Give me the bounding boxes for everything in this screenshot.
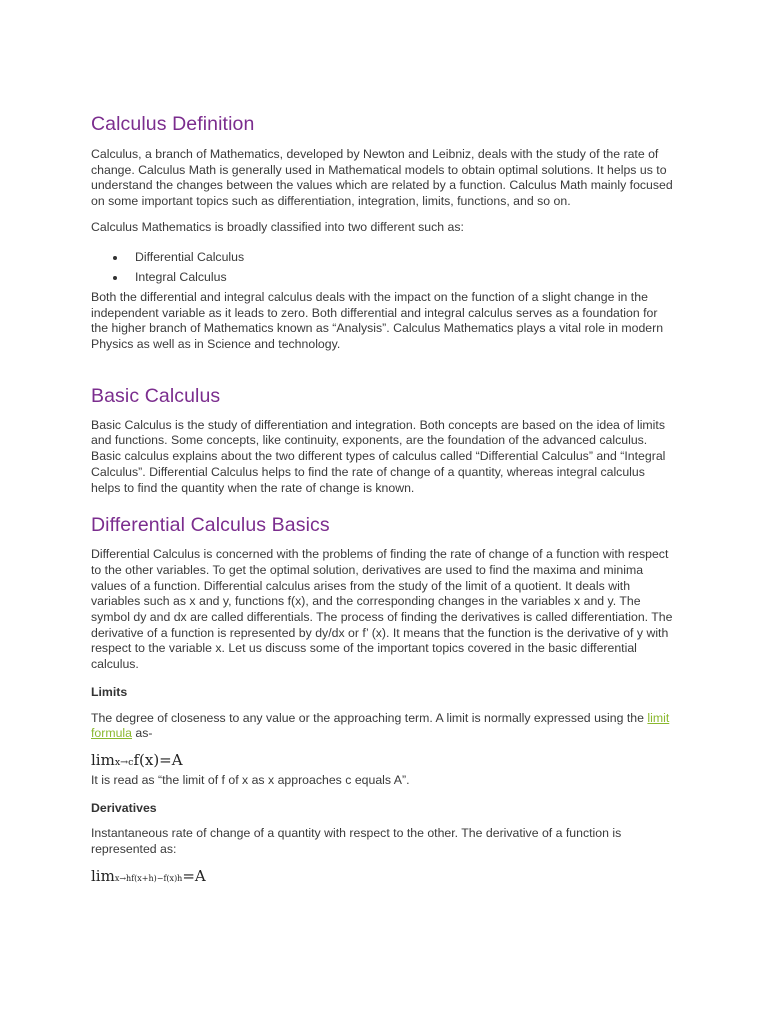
list-item: Integral Calculus [91,270,677,286]
limit-formula: limx→cf(x)=A [91,750,183,769]
paragraph-limits: The degree of closeness to any value or the approaching term. A limit is normally expressed using the limit formula as- [91,710,670,741]
subheading-limits: Limits [91,684,128,699]
limit-formula-link[interactable]: limit formula [91,710,670,741]
article-content [91,112,677,889]
paragraph-derivatives: Instantaneous rate of change of a quantity with respect to the other. The derivative of a function is represented as: [91,826,622,857]
section-title-basic-calculus: Basic Calculus [91,384,221,407]
section-title-differential-basics: Differential Calculus Basics [91,514,330,537]
bullet-icon [113,256,117,260]
paragraph-differential-integral: Both the differential and integral calculus deals with the impact on the function of a slight change in the independent variable as it leads to zero. Both differential and integral calculus serves as a foundation for the higher branch of Mathematics known as “Analysis”. Calculus Mathematics plays a vital role in modern Physics as well as in Science and technology. [91,289,664,352]
subheading-derivatives: Derivatives [91,800,157,815]
calculus-types-list [91,250,677,286]
paragraph-differential-basics: Differential Calculus is concerned with the problems of finding the rate of change of a function with respect to the other variables. To get the optimal solution, derivatives are used to find the maxima and minima values of a function. Differential calculus arises from the study of the limit of a quotient. It deals with variables such as x and y, functions f(x), and the corresponding changes in the variables x and y. The symbol dy and dx are called differentials. The process of finding the derivatives is called differentiation. The derivative of a function is represented by dy/dx or f’ (x). It means that the function is the derivative of y with respect to the variable x. Let us discuss some of the important topics covered in the basic differential calculus. [91,547,673,672]
paragraph-classification: Calculus Mathematics is broadly classified into two different such as: [91,219,464,234]
list-item: Differential Calculus [91,250,677,266]
paragraph-calculus-intro: Calculus, a branch of Mathematics, developed by Newton and Leibniz, deals with the study of the rate of change. Calculus Math is generally used in Mathematical models to obtain optimal solutions. It helps us to understand the changes between the values which are related by a function. Calculus Math mainly focused on some important topics such as differentiation, integration, limits, functions, and so on. [91,147,673,209]
section-title-calculus-definition: Calculus Definition [91,113,255,135]
bullet-icon [113,276,117,280]
derivative-formula: limx→hf(x+h)−f(x)h=A [91,866,206,885]
paragraph-limit-reading: It is read as “the limit of f of x as x approaches c equals A”. [91,772,410,787]
paragraph-basic-calculus: Basic Calculus is the study of differentiation and integration. Both concepts are based on the idea of limits and functions. Some concepts, like continuity, exponents, are the foundation of the advanced calculus. Basic calculus explains about the two different types of calculus called “Differential Calculus” and “Integral Calculus”. Differential Calculus helps to find the rate of change of a quantity, whereas integral calculus helps to find the quantity when the rate of change is known. [91,417,666,495]
